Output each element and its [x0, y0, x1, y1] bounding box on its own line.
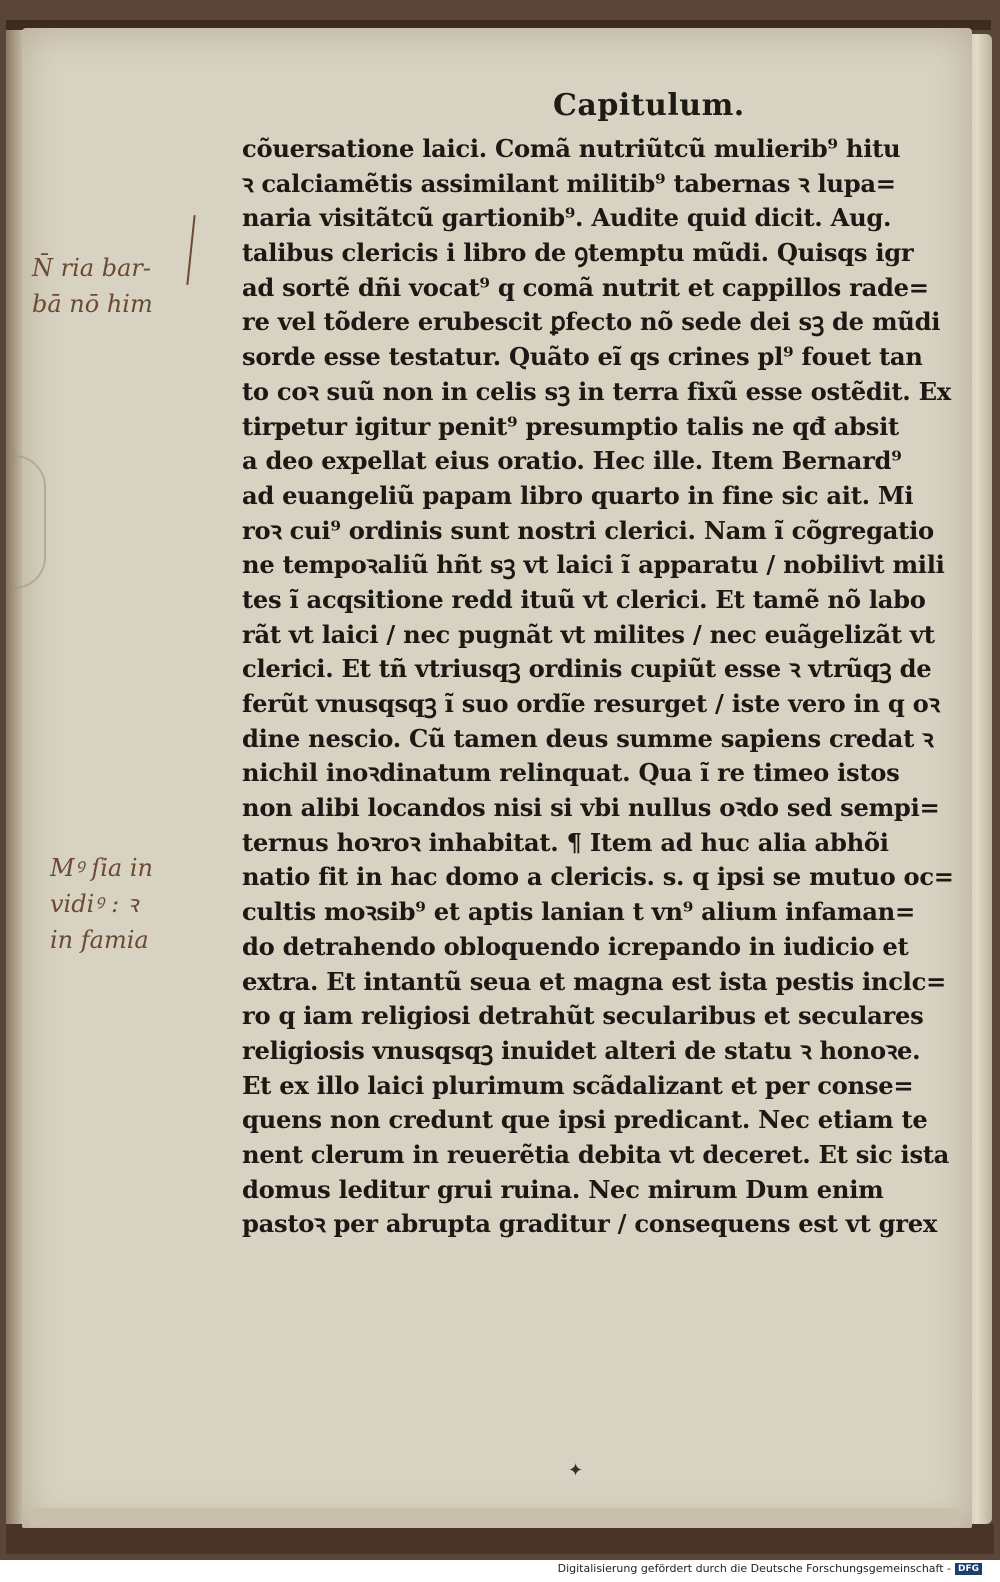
- footer-credit-text: Digitalisierung gefördert durch die Deutsche Forschungsgemeinschaft -: [557, 1562, 951, 1575]
- dfg-logo: DFG: [955, 1563, 982, 1575]
- text-line: ternus hoꝛroꝛ inhabitat. ¶ Item ad huc alia abhõi: [242, 827, 889, 857]
- marginal-note-line: bā nō him: [32, 290, 153, 318]
- running-head: Capitulum.: [553, 88, 745, 123]
- footer-credit: [558, 1562, 982, 1575]
- marginal-note-1: [32, 250, 153, 322]
- text-block: [242, 132, 962, 1242]
- text-line: cultis moꝛsib⁹ et aptis lanian t vn⁹ alium infaman=: [242, 897, 915, 927]
- text-line: pastoꝛ per abrupta graditur / consequens est vt grex: [242, 1209, 937, 1239]
- text-line: to coꝛ suũ non in celis sꝫ in terra fixũ esse ostẽdit. Ex: [242, 376, 951, 406]
- text-line: nichil inoꝛdinatum relinquat. Qua ĩ re timeo istos: [242, 758, 900, 788]
- text-line: tes ĩ acqsitione redd ituũ vt clerici. Et tamẽ nõ labo: [242, 584, 926, 614]
- marginal-note-line: vidiꝰ : ꝛ: [50, 890, 139, 918]
- marginal-note-line: Mꝰ ſia in: [50, 854, 153, 882]
- page-bottom-shadow: [30, 1508, 960, 1526]
- text-line: talibus clericis i libro de ꝯtemptu mũdi. Quisqs igr: [242, 238, 914, 268]
- marginal-note-line: N̄ ria bar-: [32, 254, 151, 282]
- text-line: naria visitãtcũ gartionib⁹. Audite quid dicit. Aug.: [242, 203, 892, 233]
- text-line: do detrahendo obloquendo icrepando in iudicio et: [242, 931, 909, 961]
- text-line: ferũt vnusqsqꝫ ĩ suo ordĩe resurget / iste vero in q oꝛ: [242, 689, 940, 718]
- text-line: tirpetur igitur penit⁹ presumptio talis ne qđ absit: [242, 411, 899, 441]
- marginal-note-line: in famia: [50, 926, 149, 954]
- text-line: nent clerum in reuerẽtia debita vt deceret. Et sic ista: [242, 1139, 950, 1169]
- text-line: clerici. Et tñ vtriusqꝫ ordinis cupiũt esse ꝛ vtrũqꝫ de: [242, 654, 932, 684]
- text-line: ne tempoꝛaliũ hñt sꝫ vt laici ĩ apparatu / nobilivt mili: [242, 550, 945, 580]
- text-line: extra. Et intantũ seua et magna est ista pestis inclc=: [242, 966, 947, 996]
- text-line: cõuersatione laici. Comã nutriũtcũ mulierib⁹ hitu: [242, 134, 901, 163]
- text-line: sorde esse testatur. Quãto eĩ qs crines pl⁹ fouet tan: [242, 342, 923, 372]
- text-line: roꝛ cui⁹ ordinis sunt nostri clerici. Nam ĩ cõgregatio: [242, 515, 934, 545]
- book-bottom-board: [6, 1524, 994, 1554]
- text-line: quens non credunt que ipsi predicant. Nec etiam te: [242, 1105, 928, 1135]
- marginal-note-2: [50, 850, 153, 958]
- text-line: rãt vt laici / nec pugnãt vt milites / nec euãgelizãt vt: [242, 619, 935, 649]
- text-line: ꝛ calciamẽtis assimilant militib⁹ tabernas ꝛ lupa=: [242, 168, 896, 198]
- clasp-impression: [14, 455, 46, 589]
- text-line: ro q iam religiosi detrahũt secularibus et seculares: [242, 1001, 924, 1031]
- text-line: religiosis vnusqsqꝫ inuidet alteri de statu ꝛ honoꝛe.: [242, 1035, 921, 1065]
- text-line: a deo expellat eius oratio. Hec ille. Item Bernard⁹: [242, 446, 902, 476]
- stray-mark: ✦: [568, 1460, 584, 1481]
- text-line: domus leditur grui ruina. Nec mirum Dum enim: [242, 1174, 884, 1204]
- text-line: Et ex illo laici plurimum scãdalizant et per conse=: [242, 1070, 914, 1100]
- text-line: dine nescio. Cũ tamen deus summe sapiens credat ꝛ: [242, 723, 934, 753]
- text-line: ad euangeliũ papam libro quarto in fine sic ait. Mi: [242, 480, 914, 510]
- text-line: natio fit in hac domo a clericis. s. q ipsi se mutuo oc=: [242, 862, 954, 892]
- text-line: ad sortẽ dñi vocat⁹ q comã nutrit et cappillos rade=: [242, 272, 929, 302]
- text-line: non alibi locandos nisi si vbi nullus oꝛdo sed sempi=: [242, 793, 940, 823]
- text-line: re vel tõdere erubescit ꝑfecto nõ sede dei sꝫ de mũdi: [242, 307, 941, 337]
